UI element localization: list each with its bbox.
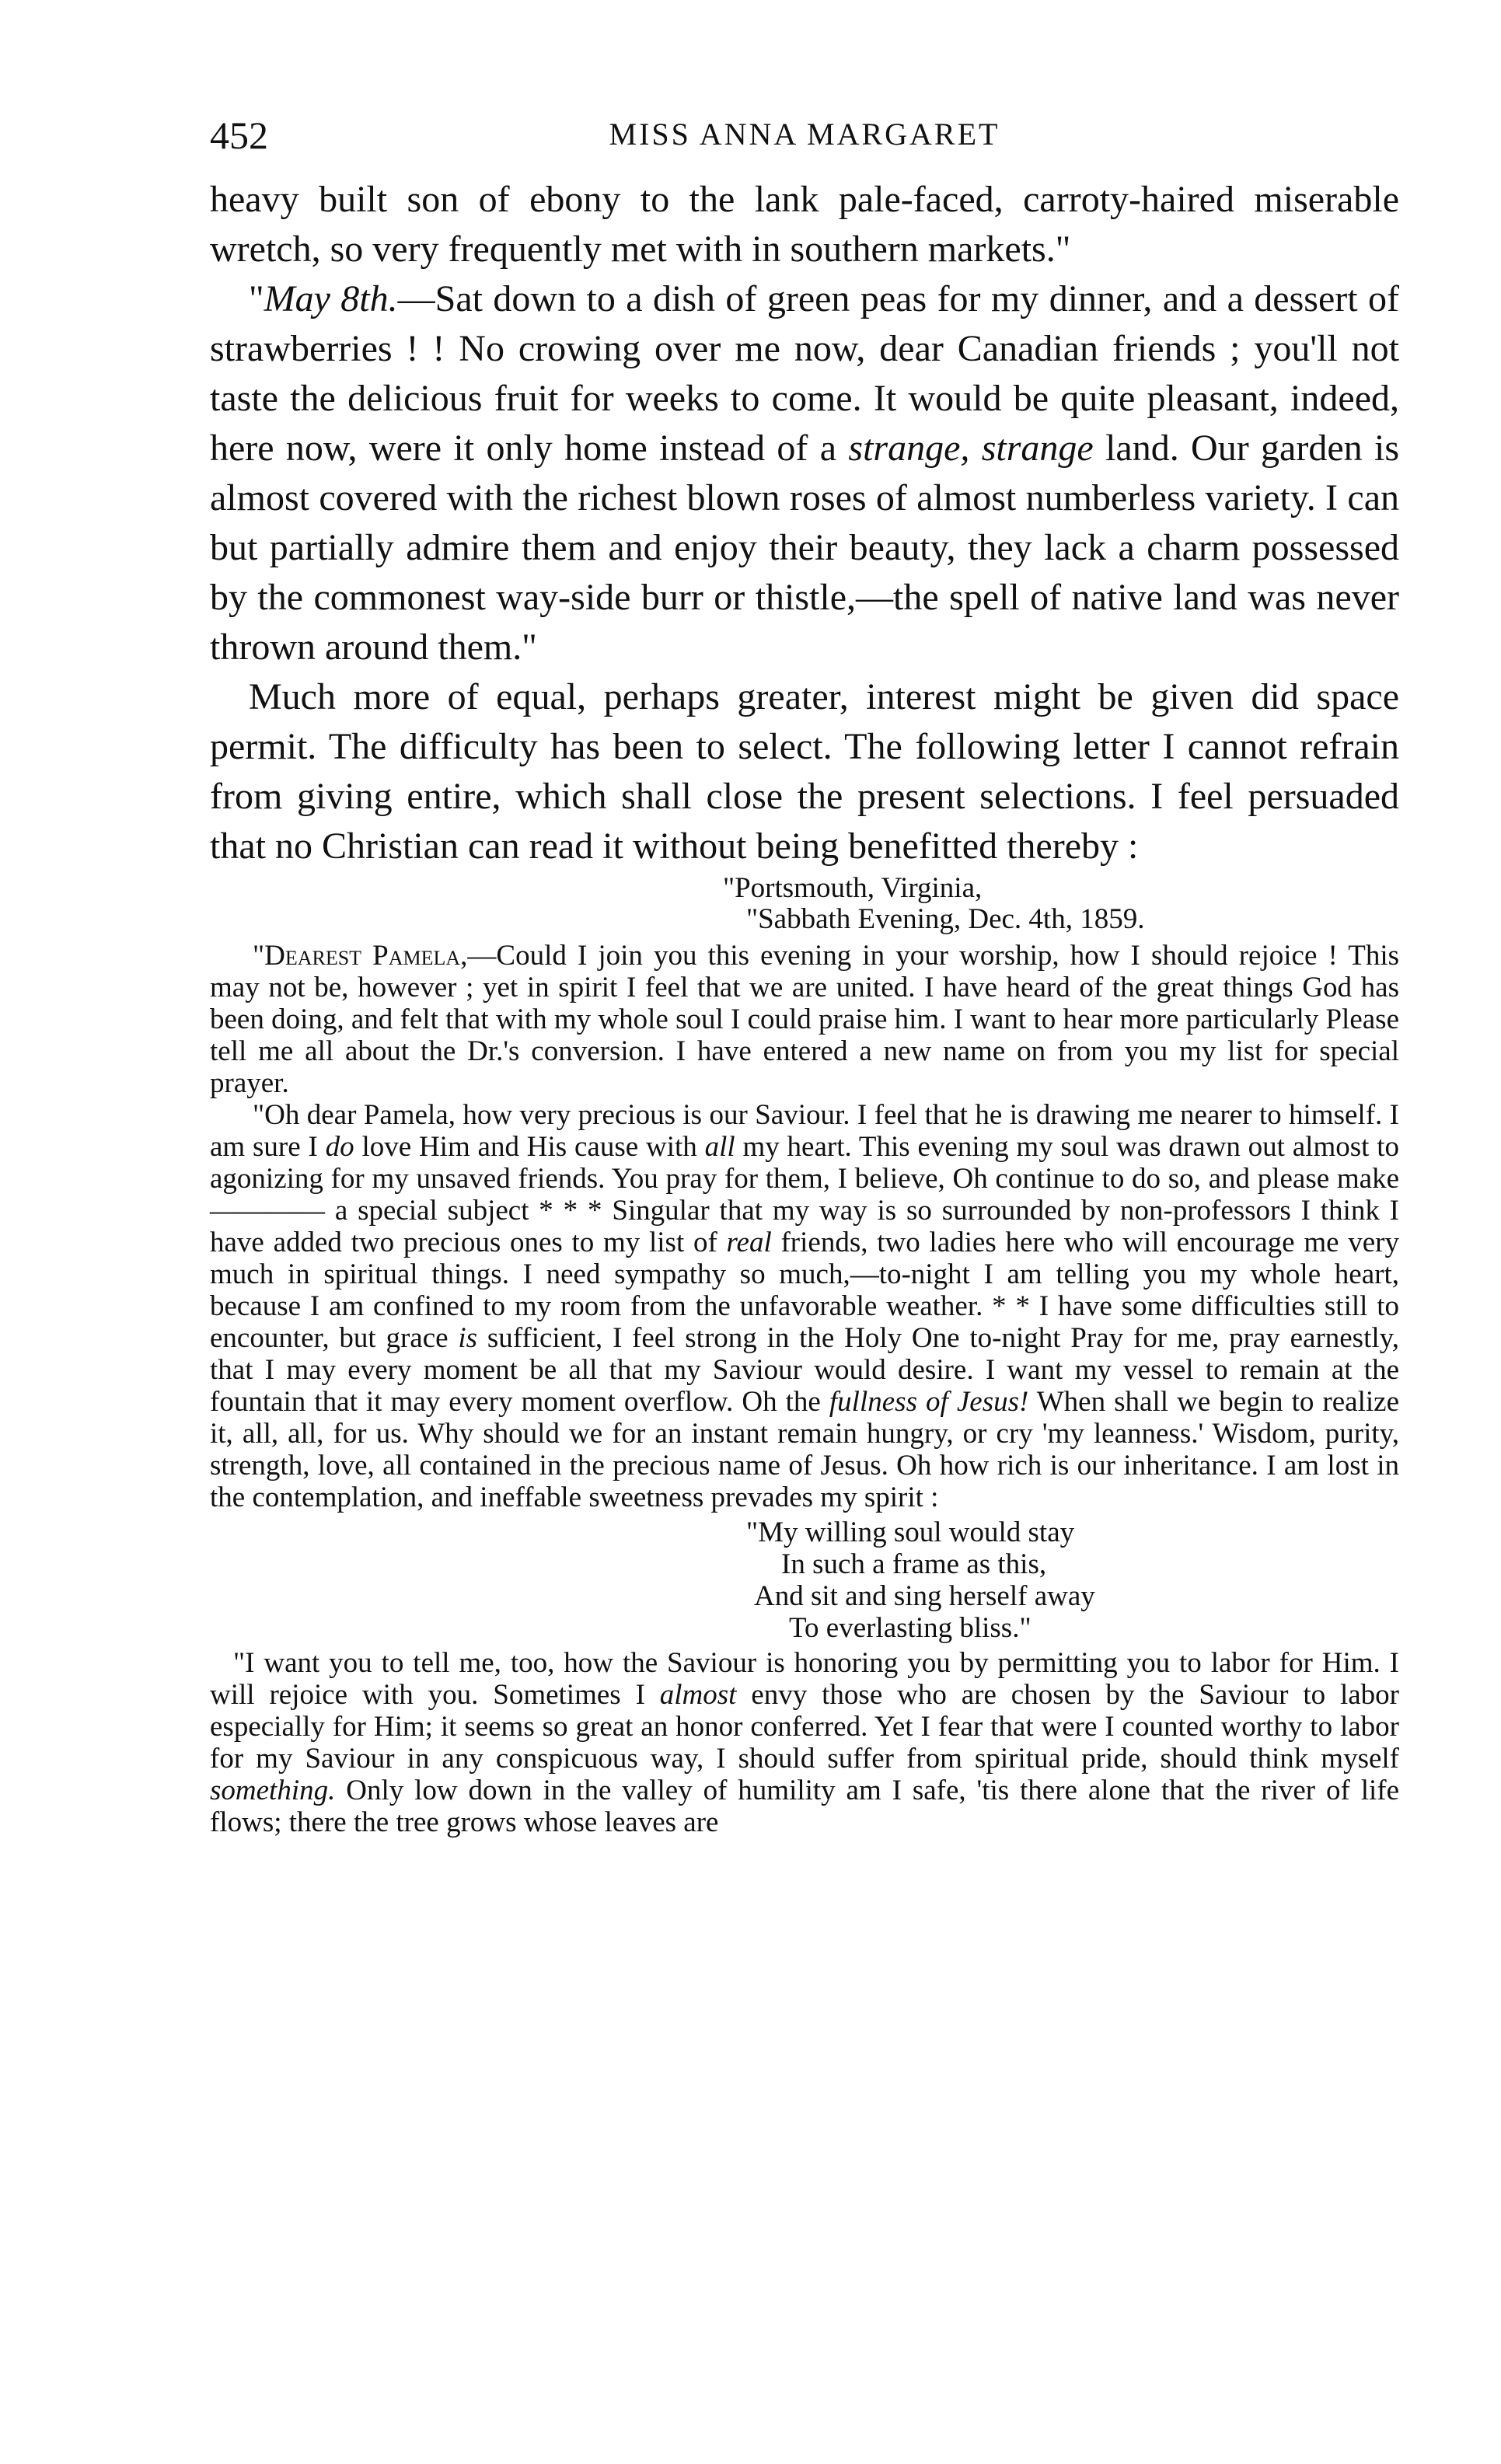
letter-date: "Sabbath Evening, Dec. 4th, 1859. [746, 903, 1145, 935]
body-text [210, 175, 1399, 1838]
page-number: 452 [210, 113, 268, 157]
letter-text: sufficient, I feel strong in the Holy One to-night Pray for me, pray earnestly, that I may every moment be all that my Saviour would desire. I want my vessel to remain at the fountain that it may every moment overflow. Oh the [210, 1322, 1399, 1418]
letter-place: "Portsmouth, Virginia, [723, 872, 983, 904]
letter-text: When shall we begin to realize it, all, all, for us. Why should we for an instant remain hungry, or cry 'my leanness.' Wisdom, purity, strength, love, all contained in the precious name of Jesus. Oh how rich is our inheritance. I am lost in the contemplation, and ineffable sweetness prevades my spirit : [210, 1386, 1399, 1513]
emphasis-almost: almost [659, 1679, 737, 1711]
diary-text-b: land. Our garden is almost covered with the richest blown roses of almost numberless variety. I can but partially admire them and enjoy their beauty, they lack a charm possessed by the commonest way-side burr or thistle,—the spell of native land was never thrown around them." [210, 428, 1400, 668]
poem-line: "My willing soul would stay [746, 1516, 1075, 1548]
paragraph-continued: heavy built son of ebony to the lank pale-faced, carroty-haired miserable wretch, so very frequently met with in southern markets." [210, 179, 1399, 270]
emphasis-do: do [325, 1131, 354, 1163]
letter-text: "Oh dear Pamela, how very precious is our Saviour. I feel that he is drawing me nearer to himself. I am sure I [210, 1099, 1399, 1163]
poem-line: And sit and sing herself away [754, 1580, 1095, 1612]
emphasis-real: real [726, 1227, 772, 1258]
diary-text-a: —Sat down to a dish of green peas for my dinner, and a dessert of strawberries ! ! No crowing over me now, dear Canadian friends ; you'll not taste the delicious fruit for weeks to come. It would be quite pleasant, indeed, here now, were it only home instead of a [210, 278, 1400, 469]
letter-text: Only low down in the valley of humility am I safe, 'tis there alone that the river of life flows; there the tree grows whose leaves are [210, 1775, 1399, 1838]
letter-text: my heart. This evening my soul was drawn out almost to agonizing for my unsaved friends. You pray for them, I believe, Oh continue to do so, and please make ———— a special subject * * * Singular that my way is so surrounded by non-professors I think I have added two precious ones to my list of [210, 1131, 1399, 1258]
emphasis-is: is [458, 1322, 478, 1354]
letter-salutation: "Dearest Pamela, [253, 940, 468, 972]
letter-paragraph-1-text: —Could I join you this evening in your worship, how I should rejoice ! This may not be, however ; yet in spirit I feel that we are united. I have heard of the great things God has been doing, and felt that with my whole soul I could praise him. I want to hear more particularly Please tell me all about the Dr.'s conversion. I have entered a new name on from you my list for special prayer. [210, 940, 1399, 1099]
paragraph-diary-entry [210, 274, 1399, 672]
poem-quote [210, 1516, 1399, 1644]
page-header [210, 113, 1399, 159]
running-title: MISS ANNA MARGARET [609, 117, 1000, 152]
letter-paragraph-3 [210, 1647, 1399, 1838]
emphasis-fullness: fullness of Jesus! [829, 1386, 1029, 1418]
open-quote: " [249, 278, 264, 319]
poem-line: To everlasting bliss." [789, 1612, 1032, 1644]
letter-text: envy those who are chosen by the Saviour to labor especially for Him; it seems so great an honor conferred. Yet I fear that were I counted worthy to labor for my Saviour in any conspicuous way, I should suffer from spiritual pride, should think myself [210, 1679, 1400, 1775]
letter-text: love Him and His cause with [354, 1131, 705, 1163]
poem-line: In such a frame as this, [781, 1548, 1047, 1580]
letter-paragraph-2 [210, 1099, 1399, 1513]
emphasis-strange: strange, strange [848, 428, 1094, 469]
emphasis-all: all [704, 1131, 735, 1163]
letter-text: friends, two ladies here who will encourage me very much in spiritual things. I need sympathy so much,—to-night I am telling you my whole heart, because I am confined to my room from the unfavorable weather. * * I have some difficulties still to encounter, but grace [210, 1227, 1399, 1354]
letter-text: "I want you to tell me, too, how the Saviour is honoring you by permitting you to labor for Him. I will rejoice with you. Sometimes I [210, 1647, 1399, 1711]
emphasis-something: something. [210, 1775, 336, 1806]
paragraph-intro-letter: Much more of equal, perhaps greater, interest might be given did space permit. The difficulty has been to select. The following letter I cannot refrain from giving entire, which shall close the present selections. I feel persuaded that no Christian can read it without being benefitted thereby : [210, 676, 1399, 867]
letter-body [210, 940, 1399, 1838]
letter-paragraph-1 [210, 940, 1399, 1099]
diary-date: May 8th. [264, 278, 398, 319]
